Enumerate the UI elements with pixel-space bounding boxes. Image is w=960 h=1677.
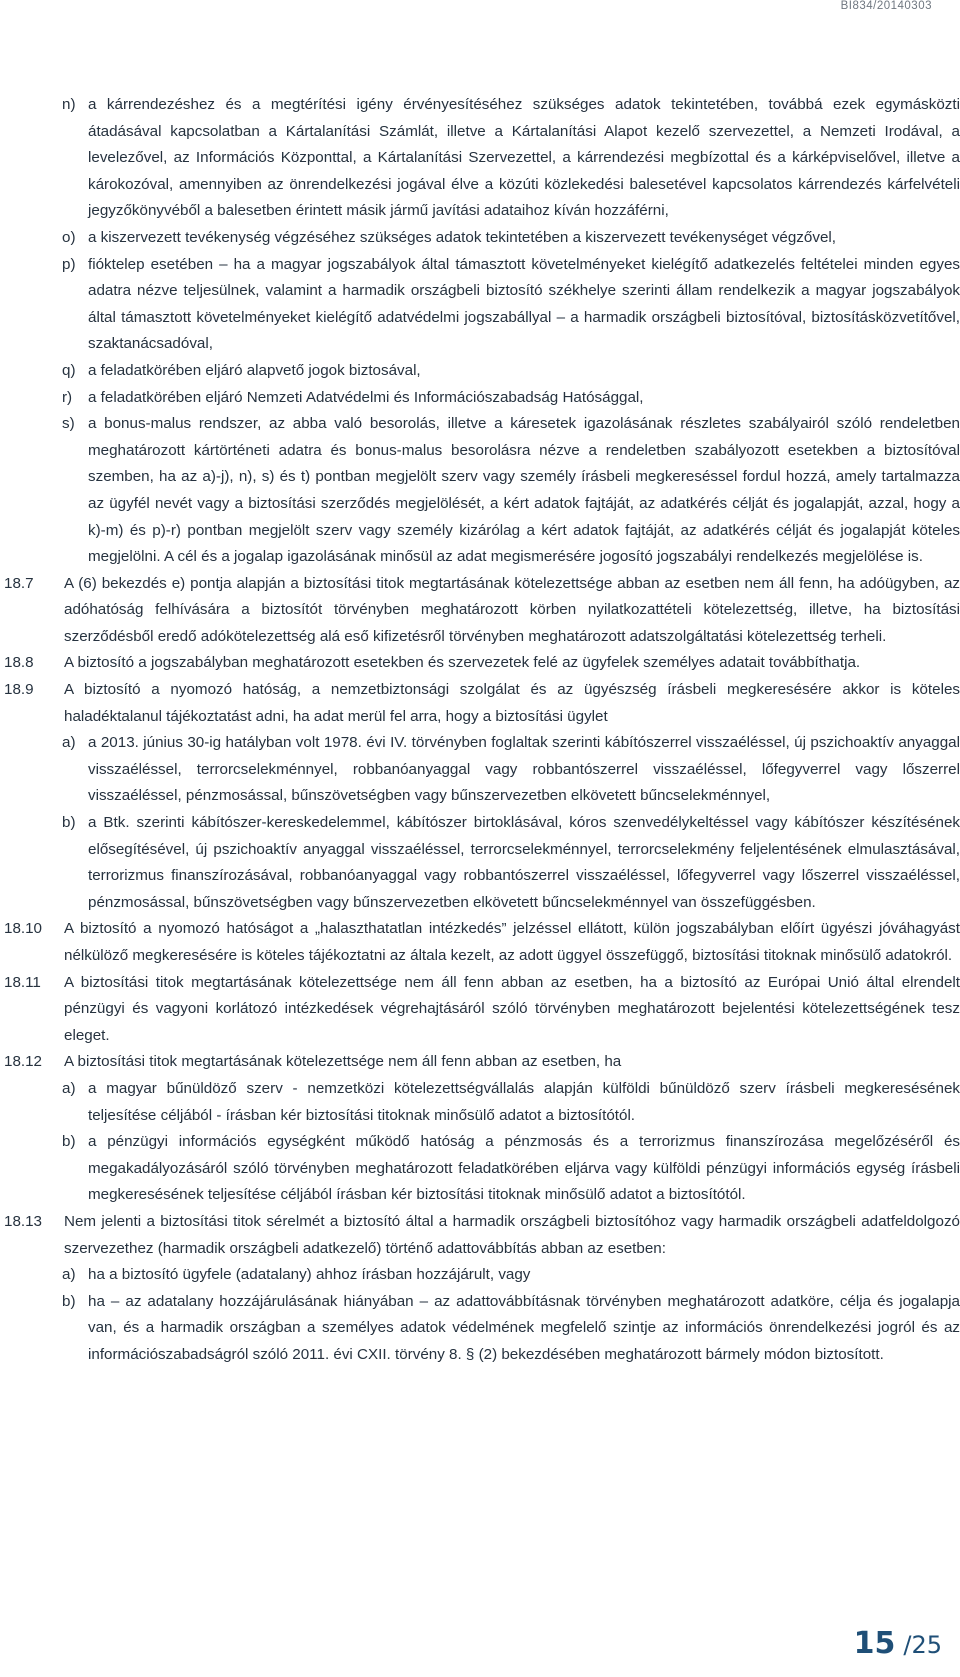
item-label: a)	[62, 1079, 76, 1097]
section-18-7	[0, 571, 960, 651]
list-item-b	[0, 1289, 960, 1369]
item-text: a magyar bűnüldöző szerv - nemzetközi kötelezettségvállalás alapján külföldi bűnüldöző szerv írásbeli megkeresésének teljesítése céljából - írásban kér biztosítási titoknak minősülő adatot a biztosítótól.	[88, 1079, 960, 1124]
item-text: a Btk. szerinti kábítószer-kereskedelemmel, kábítószer birtoklásával, kóros szenvedélykeltéssel vagy kábítószer készítésének elősegítésével, új pszichoaktív anyaggal visszaéléssel, terrorcselekménnyel, terrorcselekmény feljelentésének elmulasztásával, terrorizmus finanszírozásával, robbanóanyaggal vagy robbantószerrel visszaéléssel, lőfegyverrel vagy lőszerrel visszaéléssel, pénzmosással, bűnszövetségben vagy bűnszervezetben elkövetett bűncselekménnyel van összefüggésben.	[88, 814, 960, 911]
section-18-8	[0, 650, 960, 677]
item-text: fióktelep esetében – ha a magyar jogszabályok által támasztott követelményeket kielégítő adatkezelés feltételei minden egyes adatra nézve teljesülnek, valamint a harmadik országbeli biztosító székhelye szerinti állam rendelkezik a magyar jogszabályok által támasztott követelményeket kielégítő adatvédelmi jogszabállyal – a harmadik országbeli biztosítóval, biztosításközvetítővel, szaktanácsadóval,	[88, 255, 960, 353]
item-label: b)	[62, 814, 76, 832]
page-total: /25	[903, 1631, 942, 1659]
section-number: 18.11	[4, 973, 41, 991]
item-text: a feladatkörében eljáró Nemzeti Adatvédelmi és Információszabadság Hatósággal,	[88, 388, 644, 406]
document-body	[0, 92, 960, 1369]
section-number: 18.8	[4, 654, 34, 672]
item-label: b)	[62, 1292, 76, 1310]
item-label: p)	[62, 255, 76, 273]
section-18-9	[0, 677, 960, 730]
item-text: a feladatkörében eljáró alapvető jogok biztosával,	[88, 361, 421, 379]
section-text: A (6) bekezdés e) pontja alapján a biztosítási titok megtartásának kötelezettsége abban az esetben nem áll fenn, ha adóügyben, az adóhatóság felhívására a biztosítót törvényben meghatározott körben nyilatkozattételi kötelezettség, illetve, ha biztosítási szerződésből eredő adókötelezettség alá eső kifizetésről törvényben meghatározott adatszolgáltatási kötelezettség terheli.	[64, 574, 960, 645]
section-text: A biztosító a jogszabályban meghatározott esetekben és szervezetek felé az ügyfelek személyes adatait továbbíthatja.	[64, 654, 861, 672]
list-item-p	[0, 252, 960, 358]
item-text: a kárrendezéshez és a megtérítési igény érvényesítéséhez szükséges adatok tekintetében, továbbá ezek egymásközti átadásával kapcsolatban a Kártalanítási Számlát, illetve a Kártalanítási Alapot kezelő szervezettel, a Nemzeti Irodával, a levelezővel, az Információs Központtal, a Kártalanítási Szervezettel, a kárrendezési megbízottal és a kárképviselővel, illetve a károkozóval, amennyiben az önrendelkezési jogával élve a közúti közlekedési balesetével kapcsolatos kárrendezés kárfelvételi jegyzőkönyvéből a balesetben érintett másik jármű javítási adataihoz kíván hozzáférni,	[88, 96, 960, 220]
section-number: 18.10	[4, 920, 43, 938]
section-text: A biztosító a nyomozó hatóság, a nemzetbiztonsági szolgálat és az ügyészség írásbeli megkeresésére akkor is köteles haladéktalanul tájékoztatást adni, ha adat merül fel arra, hogy a biztosítási ügylet	[64, 681, 960, 725]
list-item-a	[0, 730, 960, 810]
list-item-b	[0, 1129, 960, 1209]
item-label: r)	[62, 388, 73, 406]
page-current: 15	[853, 1626, 896, 1661]
item-label: n)	[62, 96, 76, 113]
section-text: A biztosító a nyomozó hatóságot a „halaszthatatlan intézkedés” jelzéssel ellátott, külön jogszabályban előírt ügyészi jóváhagyást nélkülöző megkeresésére is köteles tájékoztatni az általa kezelt, az adott üggyel összefüggő, biztosítási titoknak minősülő adatokról.	[64, 920, 960, 964]
page-number	[854, 1626, 942, 1661]
item-text: ha – az adatalany hozzájárulásának hiányában – az adattovábbításnak törvényben meghatározott adatköre, célja és jogalapja van, és a harmadik országban a személyes adatok védelmének megfelelő szintje az információs önrendelkezési jogról és az információszabadságról szóló 2011. évi CXII. törvény 8. § (2) bekezdésében meghatározott bármely módon biztosított.	[88, 1292, 960, 1363]
section-text: A biztosítási titok megtartásának kötelezettsége nem áll fenn abban az esetben, ha	[64, 1053, 622, 1071]
list-item-s	[0, 411, 960, 571]
section-text: Nem jelenti a biztosítási titok sérelmét a biztosító által a harmadik országbeli biztosítóhoz vagy harmadik országbeli adatfeldolgozó szervezethez (harmadik országbeli adatkezelő) történő adattovábbítás abban az esetben:	[64, 1212, 960, 1257]
item-label: s)	[62, 415, 75, 433]
document-code: BI834/20140303	[840, 0, 932, 12]
item-label: a)	[62, 1266, 76, 1284]
list-item-n	[0, 92, 960, 225]
list-item-o	[0, 225, 960, 252]
item-label: a)	[62, 734, 76, 752]
section-18-13	[0, 1209, 960, 1262]
item-label: b)	[62, 1133, 76, 1151]
list-item-b	[0, 810, 960, 916]
section-number: 18.13	[4, 1212, 43, 1230]
item-text: ha a biztosító ügyfele (adatalany) ahhoz írásban hozzájárult, vagy	[88, 1266, 531, 1284]
item-text: a 2013. június 30-ig hatályban volt 1978. évi IV. törvényben foglaltak szerinti kábítószerrel visszaéléssel, új pszichoaktív anyaggal visszaéléssel, terrorcselekménnyel, robbanóanyaggal vagy robbantószerrel visszaéléssel, lőfegyverrel vagy lőszerrel visszaéléssel, pénzmosással, bűnszövetségben vagy bűnszervezetben elkövetett bűncselekménnyel,	[88, 734, 960, 805]
list-item-r	[0, 385, 960, 412]
list-item-a	[0, 1262, 960, 1289]
list-item-a	[0, 1076, 960, 1129]
list-item-q	[0, 358, 960, 385]
item-text: a bonus-malus rendszer, az abba való besorolás, illetve a káresetek igazolásának részletes szabályairól szóló rendeletben meghatározott kártörténeti adatra és bonus-malus besorolásra nézve a rendeletben szabályozott esetekben a biztosítóval szemben, ha az a)-j), n), s) és t) pontban megjelölt szerv vagy személy írásbeli megkereséssel fordul hozzá, amely tartalmazza az ügyfél nevét vagy a biztosítási szerződés megjelölését, a kért adatok fajtáját, az adatkérés célját és jogalapját, azzal, hogy a k)-m) és p)-r) pontban megjelölt szerv vagy személy kizárólag a kért adatok fajtáját, az adatkérés célját és jogalapját köteles megjelölni. A cél és a jogalap igazolásának minősül az adat megismerésére jogosító jogszabályi rendelkezés megjelölése is.	[88, 415, 960, 566]
section-18-11	[0, 970, 960, 1050]
item-text: a pénzügyi információs egységként működő hatóság a pénzmosás és a terrorizmus finanszírozása megelőzéséről és megakadályozásáról szóló törvényben meghatározott feladatkörében eljárva vagy külföldi pénzügyi információs egység írásbeli megkeresésének teljesítése céljából írásban kér biztosítási titoknak minősülő adatot a biztosítótól.	[88, 1133, 960, 1204]
section-18-12	[0, 1049, 960, 1076]
section-18-10	[0, 916, 960, 969]
item-label: q)	[62, 361, 76, 379]
section-text: A biztosítási titok megtartásának kötelezettsége nem áll fenn abban az esetben, ha a biztosító az Európai Unió által elrendelt pénzügyi és vagyoni korlátozó intézkedések végrehajtásáról szóló törvényben meghatározott bejelentési kötelezettségének tesz eleget.	[64, 973, 960, 1044]
item-label: o)	[62, 228, 76, 246]
item-text: a kiszervezett tevékenység végzéséhez szükséges adatok tekintetében a kiszervezett tevékenységet végzővel,	[88, 228, 836, 246]
section-number: 18.12	[4, 1053, 43, 1071]
section-number: 18.9	[4, 681, 34, 699]
section-number: 18.7	[4, 574, 34, 592]
